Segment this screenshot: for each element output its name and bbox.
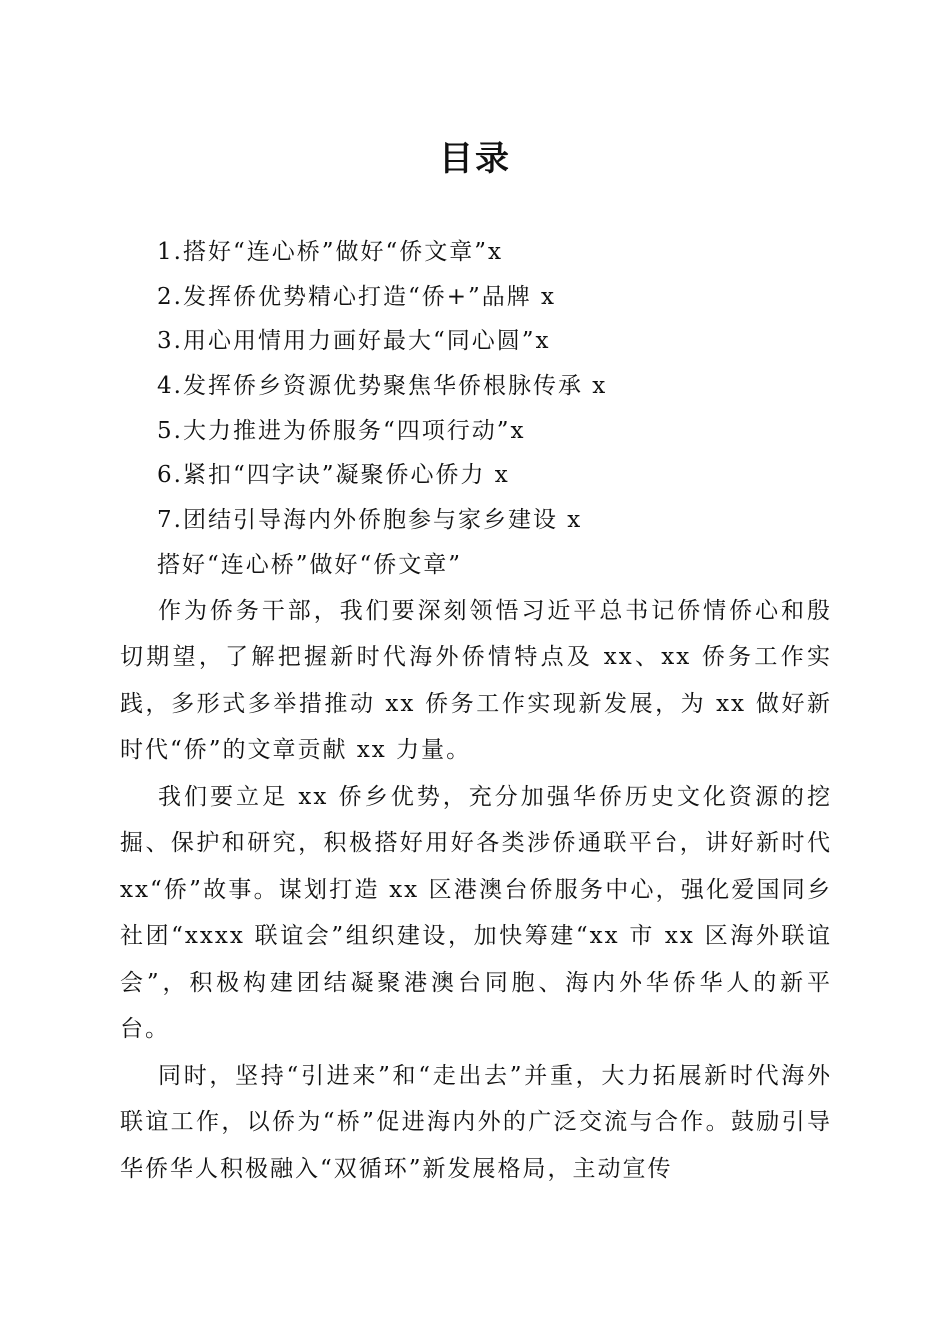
paragraph: 作为侨务干部，我们要深刻领悟习近平总书记侨情侨心和殷切期望，了解把握新时代海外侨情特点及 xx、xx 侨务工作实践，多形式多举措推动 xx 侨务工作实现新发展，为 xx 做好新时代“侨”的文章贡献 xx 力量。 [120, 597, 832, 764]
page-title: 目录 [439, 139, 511, 179]
toc-item: 5.大力推进为侨服务“四项行动”x [157, 417, 526, 444]
toc-item: 3.用心用情用力画好最大“同心圆”x [157, 328, 551, 355]
paragraph: 同时，坚持“引进来”和“走出去”并重，大力拓展新时代海外联谊工作，以侨为“桥”促进海内外的广泛交流与合作。鼓励引导华侨华人积极融入“双循环”新发展格局，主动宣传 [120, 1062, 832, 1182]
toc-item: 7.团结引导海内外侨胞参与家乡建设 x [157, 507, 583, 534]
toc-item: 4.发挥侨乡资源优势聚焦华侨根脉传承 x [157, 373, 608, 400]
body-text [120, 543, 832, 1192]
toc-item: 2.发挥侨优势精心打造“侨+”品牌 x [157, 283, 557, 310]
section-heading: 搭好“连心桥”做好“侨文章” [157, 552, 463, 578]
paragraph: 我们要立足 xx 侨乡优势，充分加强华侨历史文化资源的挖掘、保护和研究，积极搭好用好各类涉侨通联平台，讲好新时代 xx“侨”故事。谋划打造 xx 区港澳台侨服务中心，强化爱国同乡社团“xxxx 联谊会”组织建设，加快筹建“xx 市 xx 区海外联谊会”，积极构建团结凝聚港澳台同胞、海内外华侨华人的新平台。 [120, 783, 832, 1043]
toc-item: 1.搭好“连心桥”做好“侨文章”x [157, 239, 503, 265]
table-of-contents [157, 230, 857, 543]
toc-item: 6.紧扣“四字诀”凝聚侨心侨力 x [157, 462, 510, 489]
